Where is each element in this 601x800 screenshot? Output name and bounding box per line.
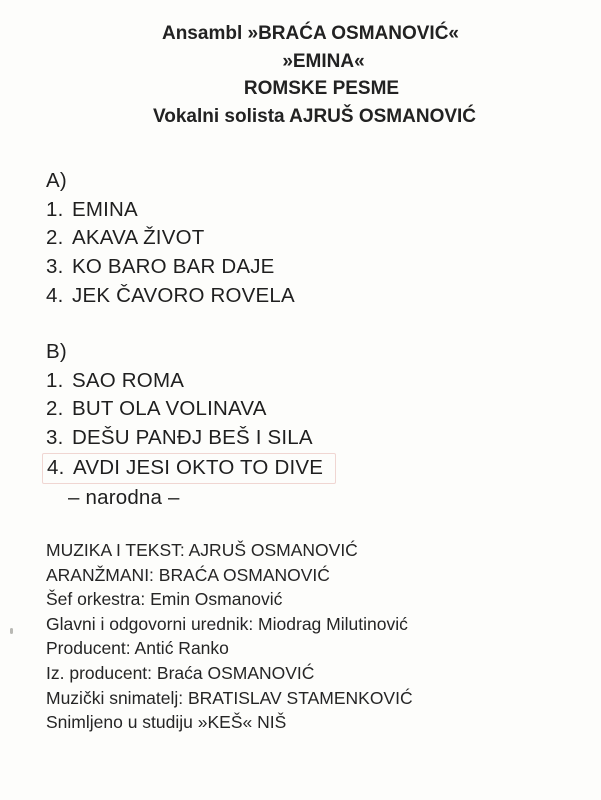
track-note: – narodna – [68, 485, 180, 509]
credit-line: ARANŽMANI: BRAĆA OSMANOVIĆ [46, 564, 330, 585]
credits-block [46, 538, 413, 735]
track-number: 4. [46, 283, 64, 307]
track-item [46, 395, 336, 424]
track-title: BUT OLA VOLINAVA [72, 397, 267, 421]
track-number: 2. [46, 397, 64, 421]
vocalist-line: Vokalni solista AJRUŠ OSMANOVIĆ [152, 105, 477, 127]
track-number: 4. [47, 455, 65, 479]
track-item [46, 367, 336, 396]
side-b-label: B) [46, 340, 67, 363]
album-title: »EMINA« [282, 50, 365, 72]
side-a-tracklist [46, 167, 295, 311]
credit-line: Šef orkestra: Emin Osmanović [46, 589, 283, 610]
track-number: 1. [46, 368, 64, 392]
track-item [46, 224, 295, 253]
track-number: 3. [46, 255, 64, 279]
track-title: SAO ROMA [72, 368, 185, 392]
track-title: EMINA [72, 197, 138, 221]
credit-line: Producent: Antić Ranko [46, 638, 229, 659]
track-item-highlighted [42, 453, 336, 484]
credit-line: Snimljeno u studiju »KEŠ« NIŠ [46, 712, 287, 733]
track-item [46, 424, 336, 453]
credit-line: MUZIKA I TEKST: AJRUŠ OSMANOVIĆ [46, 540, 358, 560]
album-subtitle: ROMSKE PESME [243, 78, 400, 99]
credit-line: Iz. producent: Braća OSMANOVIĆ [46, 662, 315, 683]
credit-line: Glavni i odgovorni urednik: Miodrag Milutinović [46, 613, 408, 634]
track-title: DEŠU PANĐJ BEŠ I SILA [72, 426, 313, 450]
album-header [0, 20, 601, 130]
track-item [46, 282, 295, 311]
track-title: AKAVA ŽIVOT [72, 226, 205, 250]
track-number: 3. [46, 426, 64, 450]
paper-speck [10, 628, 13, 634]
track-title: KO BARO BAR DAJE [72, 255, 275, 279]
track-title: AVDI JESI OKTO TO DIVE [73, 455, 324, 479]
side-a-label: A) [46, 169, 67, 192]
track-item [46, 196, 295, 225]
credit-line: Muzički snimatelj: BRATISLAV STAMENKOVIĆ [46, 687, 413, 708]
track-number: 2. [46, 226, 64, 250]
track-title: JEK ČAVORO ROVELA [72, 283, 295, 307]
ensemble-line: Ansambl »BRAĆA OSMANOVIĆ« [161, 23, 459, 44]
track-item [46, 253, 295, 282]
track-number: 1. [46, 197, 64, 221]
side-b-tracklist [46, 338, 336, 512]
